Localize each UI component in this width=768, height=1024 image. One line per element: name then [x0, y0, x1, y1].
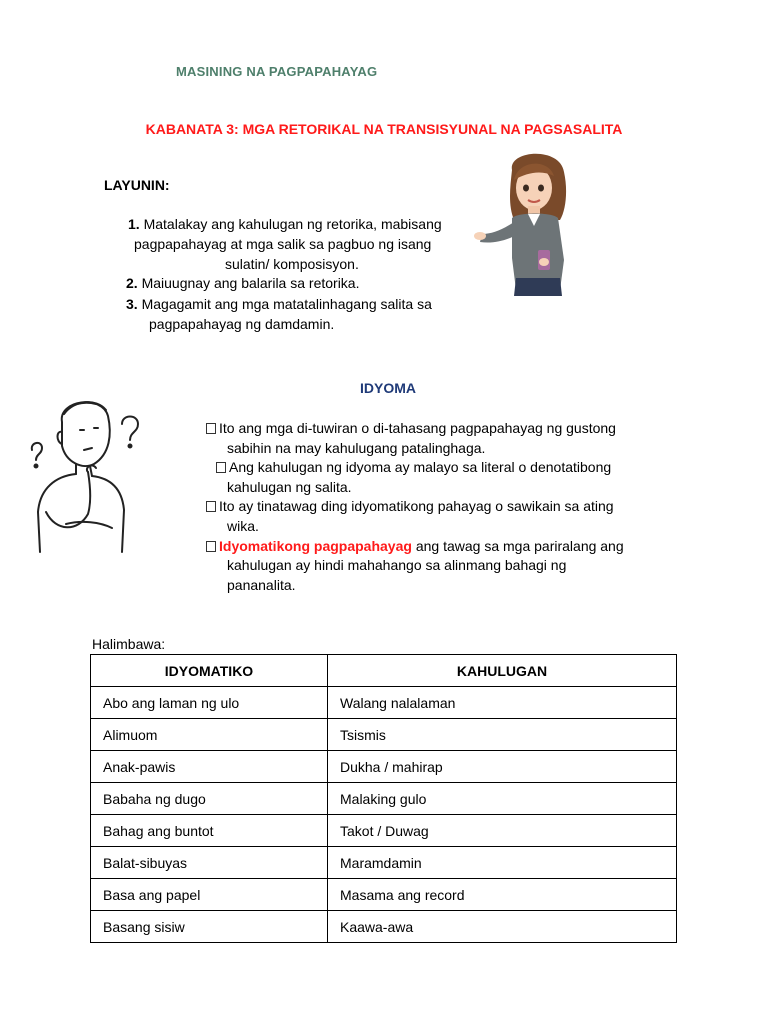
bullet-2-line-1 — [216, 458, 611, 478]
table-row — [91, 815, 677, 847]
idiom-cell: Balat-sibuyas — [91, 847, 328, 879]
bullet-4-text: ang tawag sa mga pariralang ang — [411, 538, 624, 554]
bullet-4-highlight: Idyomatikong pagpapahayag — [219, 538, 412, 554]
meaning-cell: Masama ang record — [328, 879, 677, 911]
idiom-cell: Alimuom — [91, 719, 328, 751]
meaning-cell: Dukha / mahirap — [328, 751, 677, 783]
bullet-symbol-icon — [206, 423, 216, 434]
bullet-1-line-2: sabihin na may kahulugang patalinghaga. — [227, 440, 486, 456]
meaning-cell: Maramdamin — [328, 847, 677, 879]
objective-3-line-1 — [126, 294, 432, 314]
bullet-symbol-icon — [206, 541, 216, 552]
objective-2-text: Maiuugnay ang balarila sa retorika. — [141, 275, 360, 291]
subject-title: MASINING NA PAGPAPAHAYAG — [176, 64, 378, 79]
table-row — [91, 847, 677, 879]
objective-3-number: 3. — [126, 296, 138, 312]
bullet-symbol-icon — [216, 462, 226, 473]
table-body — [91, 687, 677, 943]
objective-3-line-2: pagpapahayag ng damdamin. — [149, 316, 335, 332]
column-header-kahulugan: KAHULUGAN — [328, 655, 677, 687]
meaning-cell: Malaking gulo — [328, 783, 677, 815]
table-row — [91, 687, 677, 719]
bullet-4-line-1 — [206, 537, 624, 557]
bullet-2-text: Ang kahulugan ng idyoma ay malayo sa literal o denotatibong — [229, 459, 612, 475]
table-row — [91, 719, 677, 751]
bullet-4-line-3: pananalita. — [227, 577, 296, 593]
idyoma-title: IDYOMA — [360, 380, 416, 396]
meaning-cell: Takot / Duwag — [328, 815, 677, 847]
chapter-title: KABANATA 3: MGA RETORIKAL NA TRANSISYUNAL NA PAGSASALITA — [145, 121, 623, 137]
objective-2 — [126, 273, 359, 293]
idiom-cell: Basang sisiw — [91, 911, 328, 943]
bullet-symbol-icon — [206, 501, 216, 512]
table-row — [91, 879, 677, 911]
objective-1-line-2: pagpapahayag at mga salik sa pagbuo ng isang — [134, 236, 432, 252]
meaning-cell: Kaawa-awa — [328, 911, 677, 943]
idioms-table — [90, 654, 677, 943]
meaning-cell: Tsismis — [328, 719, 677, 751]
table-row — [91, 751, 677, 783]
objective-3-text: Magagamit ang mga matatalinhagang salita sa — [141, 296, 432, 312]
objective-1-text: Matalakay ang kahulugan ng retorika, mabisang — [143, 216, 442, 232]
bullet-1-line-1 — [206, 419, 616, 439]
objective-1-line-3: sulatin/ komposisyon. — [225, 256, 359, 272]
bullet-1-text: Ito ang mga di-tuwiran o di-tahasang pagpapahayag ng gustong — [219, 420, 616, 436]
objective-1-number: 1. — [128, 216, 140, 232]
table-header-row — [91, 655, 677, 687]
objectives-heading: LAYUNIN: — [104, 177, 170, 193]
examples-label: Halimbawa: — [92, 636, 166, 652]
bullet-4-line-2: kahulugan ay hindi mahahango sa alinmang bahagi ng — [227, 557, 567, 573]
idiom-cell: Basa ang papel — [91, 879, 328, 911]
teacher-woman-illustration — [468, 150, 578, 298]
bullet-3-text: Ito ay tinatawag ding idyomatikong pahayag o sawikain sa ating — [219, 498, 614, 514]
bullet-2-line-2: kahulugan ng salita. — [227, 479, 352, 495]
meaning-cell: Walang nalalaman — [328, 687, 677, 719]
idiom-cell: Bahag ang buntot — [91, 815, 328, 847]
idiom-cell: Abo ang laman ng ulo — [91, 687, 328, 719]
objective-1-line-1 — [128, 214, 442, 234]
table-row — [91, 783, 677, 815]
idiom-cell: Anak-pawis — [91, 751, 328, 783]
bullet-3-line-1 — [206, 497, 614, 517]
objective-2-number: 2. — [126, 275, 138, 291]
idiom-cell: Babaha ng dugo — [91, 783, 328, 815]
thinking-man-illustration — [26, 392, 150, 558]
bullet-3-line-2: wika. — [227, 518, 259, 534]
table-row — [91, 911, 677, 943]
column-header-idyomatiko: IDYOMATIKO — [91, 655, 328, 687]
